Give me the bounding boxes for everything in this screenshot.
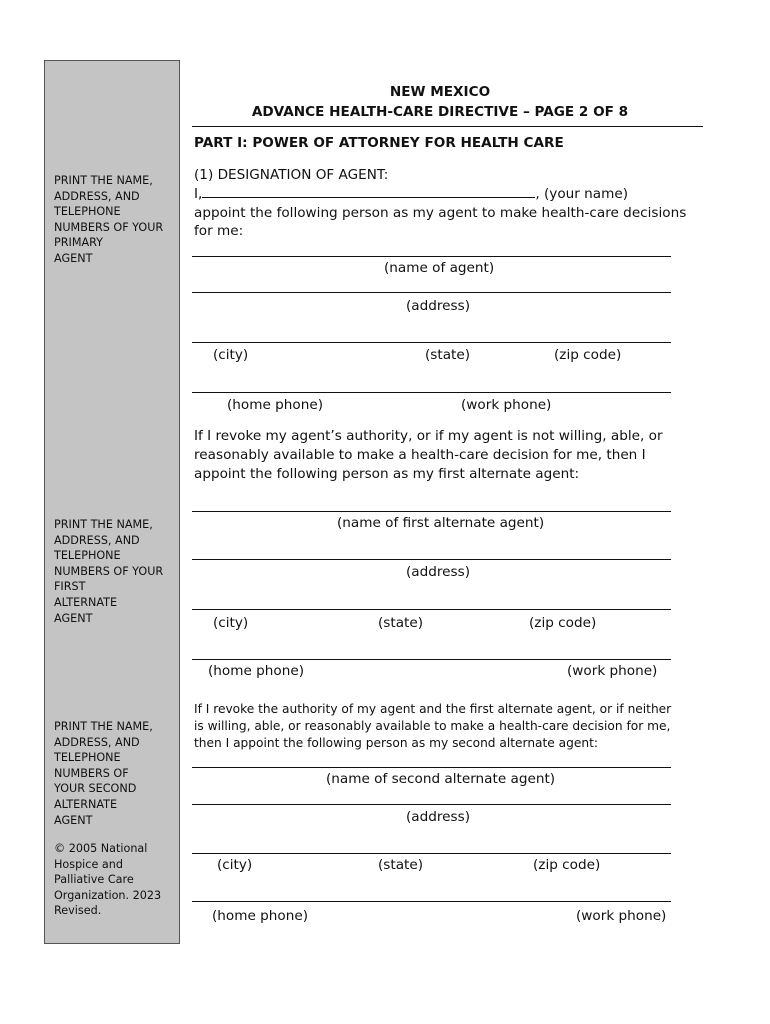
sidebar-line: PRIMARY bbox=[54, 236, 104, 250]
first-alt-city-state-zip-field[interactable] bbox=[192, 609, 671, 610]
first-alt-phone-field[interactable] bbox=[192, 659, 671, 660]
paragraph-line: If I revoke the authority of my agent and the first alternate agent, or if neither bbox=[194, 702, 672, 716]
copyright-line: Hospice and bbox=[54, 857, 123, 871]
first-alt-name-label: (name of first alternate agent) bbox=[337, 515, 545, 531]
sidebar-first-alternate-instructions bbox=[54, 517, 176, 626]
sidebar-line: PRINT THE NAME, bbox=[54, 720, 153, 733]
your-name-field[interactable] bbox=[202, 185, 535, 198]
second-alt-work-phone-label: (work phone) bbox=[576, 908, 667, 924]
copyright-notice bbox=[54, 841, 176, 919]
paragraph-line: then I appoint the following person as my second alternate agent: bbox=[194, 736, 598, 750]
paragraph-line: appoint the following person as my first alternate agent: bbox=[194, 466, 580, 482]
agent-work-phone-label: (work phone) bbox=[461, 397, 552, 413]
your-name-line bbox=[194, 185, 628, 202]
sidebar-line: TELEPHONE bbox=[54, 751, 121, 765]
sidebar-line: AGENT bbox=[54, 251, 93, 265]
paragraph-line: is willing, able, or reasonably available to make a health-care decision for me, bbox=[194, 719, 671, 733]
first-alternate-paragraph bbox=[194, 427, 663, 484]
agent-address-field[interactable] bbox=[192, 292, 671, 293]
sidebar-line: ADDRESS, AND bbox=[54, 735, 140, 749]
copyright-line: Revised. bbox=[54, 904, 102, 918]
second-alt-city-state-zip-field[interactable] bbox=[192, 853, 671, 854]
agent-state-label: (state) bbox=[425, 347, 471, 363]
paragraph-line: reasonably available to make a health-care decision for me, then I bbox=[194, 447, 646, 463]
sidebar-line: AGENT bbox=[54, 611, 93, 625]
agent-zip-label: (zip code) bbox=[554, 347, 622, 363]
copyright-line: Palliative Care bbox=[54, 873, 134, 887]
second-alt-city-label: (city) bbox=[217, 857, 253, 873]
sidebar-second-alternate-instructions bbox=[54, 719, 176, 828]
appoint-text: appoint the following person as my agent to make health-care decisions bbox=[194, 205, 687, 221]
second-alt-name-label: (name of second alternate agent) bbox=[326, 771, 556, 787]
sidebar-line: PRINT THE NAME, bbox=[54, 174, 153, 187]
copyright-line: Organization. 2023 bbox=[54, 888, 162, 902]
paragraph-line: If I revoke my agent’s authority, or if my agent is not willing, able, or bbox=[194, 428, 663, 444]
first-alt-name-field[interactable] bbox=[192, 511, 671, 512]
copyright-line: © 2005 National bbox=[54, 842, 148, 855]
sidebar-line: TELEPHONE bbox=[54, 549, 121, 563]
second-alternate-paragraph bbox=[194, 701, 671, 752]
agent-city-label: (city) bbox=[213, 347, 249, 363]
sidebar-line: NUMBERS OF YOUR bbox=[54, 564, 164, 578]
part-title: PART I: POWER OF ATTORNEY FOR HEALTH CARE bbox=[194, 135, 564, 151]
agent-home-phone-label: (home phone) bbox=[227, 397, 324, 413]
first-alt-state-label: (state) bbox=[378, 615, 424, 631]
sidebar-line: NUMBERS OF bbox=[54, 766, 129, 780]
sidebar-primary-instructions bbox=[54, 173, 176, 267]
sidebar-line: FIRST bbox=[54, 580, 86, 594]
sidebar-line: AGENT bbox=[54, 813, 93, 827]
sidebar-line: PRINT THE NAME, bbox=[54, 518, 153, 531]
first-alt-city-label: (city) bbox=[213, 615, 249, 631]
second-alt-phone-field[interactable] bbox=[192, 901, 671, 902]
second-alt-address-field[interactable] bbox=[192, 804, 671, 805]
second-alt-zip-label: (zip code) bbox=[533, 857, 601, 873]
sidebar-line: ADDRESS, AND bbox=[54, 533, 140, 547]
state-heading: NEW MEXICO bbox=[389, 84, 491, 100]
sidebar-line: ADDRESS, AND bbox=[54, 189, 140, 203]
sidebar-line: YOUR SECOND bbox=[54, 782, 137, 796]
margin-sidebar bbox=[44, 60, 180, 944]
first-alt-home-phone-label: (home phone) bbox=[208, 663, 305, 679]
header-rule bbox=[192, 126, 703, 127]
sidebar-line: ALTERNATE bbox=[54, 797, 118, 811]
sidebar-line: TELEPHONE bbox=[54, 205, 121, 219]
second-alt-address-label: (address) bbox=[406, 809, 471, 825]
second-alt-state-label: (state) bbox=[378, 857, 424, 873]
first-alt-address-field[interactable] bbox=[192, 559, 671, 560]
your-name-label: , (your name) bbox=[535, 186, 629, 202]
agent-name-label: (name of agent) bbox=[384, 260, 495, 276]
first-alt-address-label: (address) bbox=[406, 564, 471, 580]
first-alt-work-phone-label: (work phone) bbox=[567, 663, 658, 679]
first-alt-zip-label: (zip code) bbox=[529, 615, 597, 631]
sidebar-line: NUMBERS OF YOUR bbox=[54, 220, 164, 234]
agent-phone-field[interactable] bbox=[192, 392, 671, 393]
second-alt-name-field[interactable] bbox=[192, 767, 671, 768]
second-alt-home-phone-label: (home phone) bbox=[212, 908, 309, 924]
agent-city-state-zip-field[interactable] bbox=[192, 342, 671, 343]
your-name-prefix: I, bbox=[194, 186, 203, 202]
appoint-text-cont: for me: bbox=[194, 223, 244, 239]
sidebar-line: ALTERNATE bbox=[54, 595, 118, 609]
agent-name-field[interactable] bbox=[192, 256, 671, 257]
designation-heading: (1) DESIGNATION OF AGENT: bbox=[194, 167, 389, 183]
page-title: ADVANCE HEALTH-CARE DIRECTIVE – PAGE 2 OF 8 bbox=[251, 104, 629, 120]
agent-address-label: (address) bbox=[406, 298, 471, 314]
